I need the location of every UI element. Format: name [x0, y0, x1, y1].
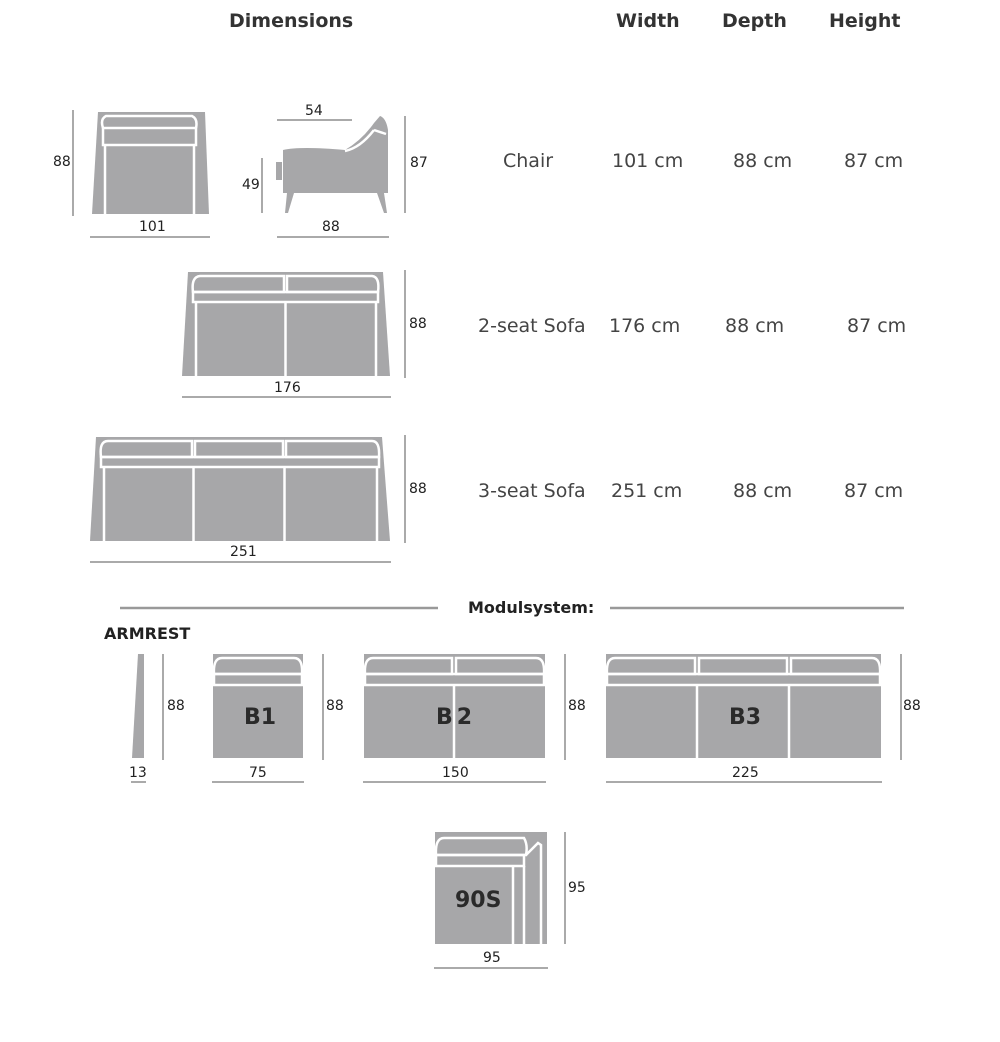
dimensions-heading: Dimensions: [229, 10, 354, 32]
b1-module-name: B1: [244, 705, 277, 730]
sofa2-width: 176 cm: [609, 315, 681, 337]
b1-height-label: 88: [326, 698, 344, 714]
chair-depth: 88 cm: [733, 150, 793, 172]
chair-front-height-label: 88: [53, 154, 71, 170]
sofa3-height: 87 cm: [844, 480, 904, 502]
chair-side-height-label: 87: [410, 155, 428, 171]
depth-heading: Depth: [722, 10, 787, 32]
s90-module-name: 90S: [455, 888, 502, 913]
sofa2-depth: 88 cm: [725, 315, 785, 337]
chair-name: Chair: [503, 150, 554, 172]
sofa3-name: 3-seat Sofa: [478, 480, 586, 502]
s90-width-label: 95: [483, 950, 501, 966]
modulsystem-title: Modulsystem:: [468, 598, 595, 617]
chair-side-seat-height-label: 49: [242, 177, 260, 193]
armrest-heading: ARMREST: [104, 624, 191, 643]
b2-module-name: B2: [436, 705, 477, 730]
b2-width-label: 150: [442, 765, 469, 781]
sofa2-drawing: [182, 270, 405, 397]
width-heading: Width: [616, 10, 680, 32]
sofa2-height: 87 cm: [847, 315, 907, 337]
sofa2-name: 2-seat Sofa: [478, 315, 586, 337]
chair-front-width-label: 101: [139, 219, 166, 235]
s90-height-label: 95: [568, 880, 586, 896]
chair-width: 101 cm: [612, 150, 684, 172]
chair-side-top-label: 54: [305, 103, 323, 119]
b1-width-label: 75: [249, 765, 267, 781]
b3-height-label: 88: [903, 698, 921, 714]
sofa2-height-label: 88: [409, 316, 427, 332]
b2-height-label: 88: [568, 698, 586, 714]
chair-height: 87 cm: [844, 150, 904, 172]
sofa3-height-label: 88: [409, 481, 427, 497]
sofa3-depth: 88 cm: [733, 480, 793, 502]
armrest-drawing: [131, 654, 163, 782]
sofa3-width: 251 cm: [611, 480, 683, 502]
sofa3-drawing: [90, 435, 405, 562]
b3-module-name: B3: [729, 705, 762, 730]
armrest-width-label: 13: [129, 765, 147, 781]
b3-width-label: 225: [732, 765, 759, 781]
height-heading: Height: [829, 10, 901, 32]
chair-side-depth-label: 88: [322, 219, 340, 235]
sofa2-width-label: 176: [274, 380, 301, 396]
chair-front-drawing: [73, 110, 210, 237]
sofa3-width-label: 251: [230, 544, 257, 560]
armrest-height-label: 88: [167, 698, 185, 714]
